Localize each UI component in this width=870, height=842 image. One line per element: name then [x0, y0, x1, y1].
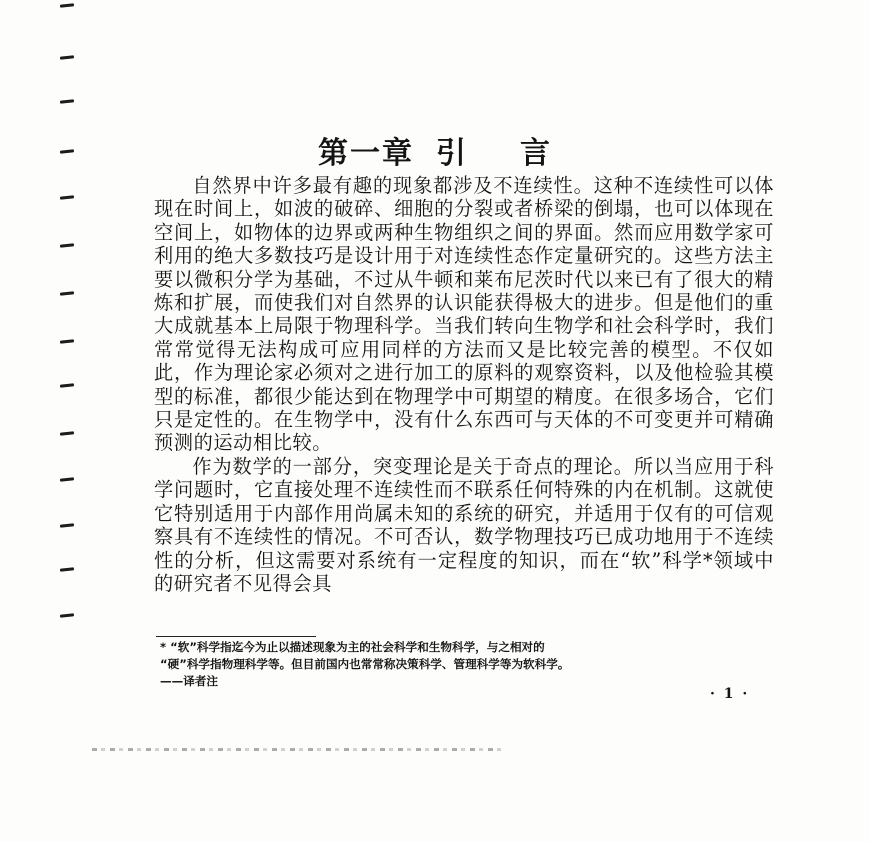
footnote-divider [156, 636, 316, 637]
footnote-line: “硬”科学指物理科学等。但目前国内也常常称决策科学、管理科学等为软科学。 [160, 657, 570, 671]
footnote [160, 639, 780, 690]
scan-artifact [92, 748, 502, 751]
paragraph-1: 自然界中许多最有趣的现象都涉及不连续性。这种不连续性可以体现在时间上，如波的破碎、细胞的分裂或者桥梁的倒塌，也可以体现在空间上，如物体的边界或两种生物组织之间的界面。然而应用数学家可利用的绝大多数技巧是设计用于对连续性态作定量研究的。这些方法主要以微积分学为基础，不过从牛顿和莱布尼茨时代以来已有了很大的精炼和扩展，而使我们对自然界的认识能获得极大的进步。但是他们的重大成就基本上局限于物理科学。当我们转向生物学和社会科学时，我们常常觉得无法构成可应用同样的方法而又是比较完善的模型。不仅如此，作为理论家必须对之进行加工的原料的观察资料，以及他检验其模型的标准，都很少能达到在物理学中可期望的精度。在很多场合，它们只是定性的。在生物学中，没有什么东西可与天体的不可变更并可精确预测的运动相比较。 [154, 174, 774, 455]
chapter-body [154, 174, 774, 595]
chapter-title [318, 128, 552, 172]
paragraph-2: 作为数学的一部分，突变理论是关于奇点的理论。所以当应用于科学问题时，它直接处理不连续性而不联系任何特殊的内在机制。这就使它特别适用于内部作用尚属未知的系统的研究，并适用于仅有的可信观察具有不连续性的情况。不可否认，数学物理技巧已成功地用于不连续性的分析，但这需要对系统有一定程度的知识，而在“软”科学*领域中的研究者不见得会具 [154, 454, 774, 595]
chapter-number: 第一章 [318, 136, 414, 171]
footnote-line: ——译者注 [160, 674, 218, 688]
page-number: · 1 · [710, 686, 750, 702]
scan-binding-marks [60, 0, 80, 842]
footnote-line: * “软”科学指迄今为止以描述现象为主的社会科学和生物科学，与之相对的 [160, 640, 545, 654]
chapter-title-char-1: 引 [436, 136, 468, 171]
chapter-title-char-2: 言 [520, 136, 552, 171]
